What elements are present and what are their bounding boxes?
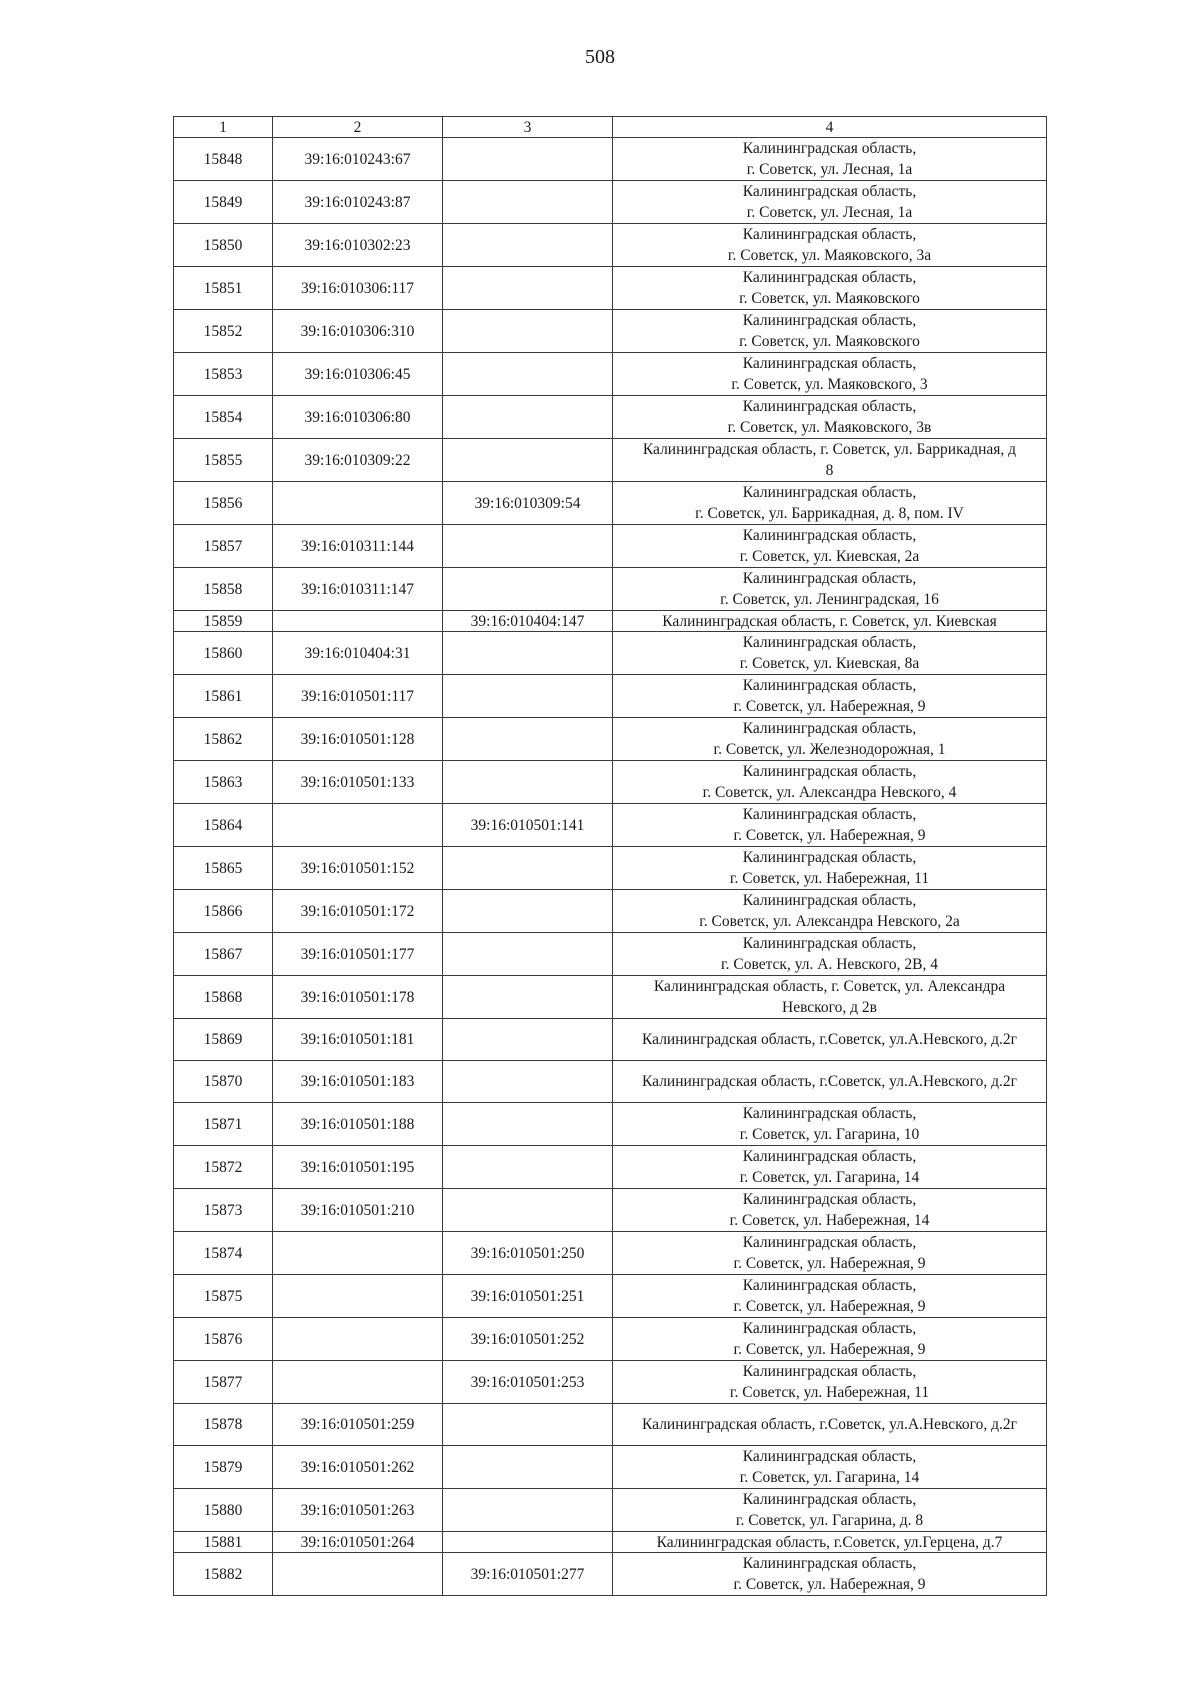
address-line: 8 [825,462,834,479]
table-row [174,1232,1047,1275]
cadastral-number-cell: 39:16:010243:87 [273,181,443,224]
row-number-cell: 15859 [174,611,273,632]
cadastral-number-cell: 39:16:010501:177 [273,933,443,976]
table-row [174,267,1047,310]
table-row [174,1318,1047,1361]
table-row [174,482,1047,525]
cadastral-number-cell: 39:16:010501:263 [273,1489,443,1532]
address-line: г. Советск, ул. Набережная, 9 [733,1341,926,1358]
cadastral-number-alt-cell [443,1061,613,1103]
address-line: Калининградская область, [742,1277,917,1294]
address-cell [613,1232,1047,1275]
row-number-cell: 15857 [174,525,273,568]
row-number-cell: 15862 [174,718,273,761]
address-cell [613,1361,1047,1404]
column-header: 4 [613,117,1047,138]
cadastral-number-alt-cell [443,1189,613,1232]
cadastral-number-alt-cell [443,267,613,310]
cadastral-number-alt-cell [443,976,613,1019]
address-cell [613,482,1047,525]
address-line: Калининградская область, [742,183,917,200]
address-line: Калининградская область, [742,1448,917,1465]
address-cell [613,267,1047,310]
table-row [174,525,1047,568]
address-cell [613,1404,1047,1446]
address-line: Калининградская область, г.Советск, ул.А.Невского, д.2г [642,1073,1017,1090]
cadastral-number-cell [273,482,443,525]
table-row [174,138,1047,181]
address-line: Калининградская область, г. Советск, ул. Киевская [662,612,997,630]
cadastral-number-alt-cell [443,632,613,675]
address-cell [613,1061,1047,1103]
cadastral-number-alt-cell: 39:16:010501:253 [443,1361,613,1404]
cadastral-number-alt-cell [443,138,613,181]
row-number-cell: 15855 [174,439,273,482]
address-line: г. Советск, ул. Маяковского [739,290,920,307]
address-line: г. Советск, ул. Набережная, 9 [733,1255,926,1272]
address-cell [613,1446,1047,1489]
address-cell [613,1103,1047,1146]
address-cell [613,1532,1047,1553]
cadastral-number-alt-cell [443,396,613,439]
cadastral-number-cell: 39:16:010501:264 [273,1532,443,1553]
cadastral-number-cell: 39:16:010309:22 [273,439,443,482]
address-cell [613,1019,1047,1061]
address-line: Калининградская область, [742,892,917,909]
table-row [174,804,1047,847]
row-number-cell: 15867 [174,933,273,976]
address-line: г. Советск, ул. Ленинградская, 16 [720,591,939,608]
address-line: Калининградская область, [742,677,917,694]
address-line: Калининградская область, [742,1491,917,1508]
address-cell [613,353,1047,396]
cadastral-number-alt-cell [443,847,613,890]
address-cell [613,933,1047,976]
address-line: Калининградская область, г.Советск, ул.А.Невского, д.2г [642,1416,1017,1433]
cadastral-number-cell: 39:16:010302:23 [273,224,443,267]
address-cell [613,181,1047,224]
address-line: г. Советск, ул. Александра Невского, 4 [702,784,957,801]
row-number-cell: 15858 [174,568,273,611]
table-row [174,890,1047,933]
row-number-cell: 15849 [174,181,273,224]
table-row [174,310,1047,353]
address-line: Калининградская область, [742,1148,917,1165]
row-number-cell: 15864 [174,804,273,847]
address-cell [613,525,1047,568]
row-number-cell: 15879 [174,1446,273,1489]
table-header-row [174,117,1047,138]
address-line: г. Советск, ул. Лесная, 1а [746,204,913,221]
table-row [174,1446,1047,1489]
address-line: Калининградская область, [742,1555,917,1572]
cadastral-number-cell [273,1318,443,1361]
address-line: Калининградская область, [742,935,917,952]
table-row [174,1019,1047,1061]
cadastral-number-alt-cell [443,1532,613,1553]
address-line: г. Советск, ул. Александра Невского, 2а [699,913,960,930]
address-line: г. Советск, ул. Маяковского, 3в [727,419,932,436]
cadastral-number-alt-cell: 39:16:010501:252 [443,1318,613,1361]
address-line: г. Советск, ул. Баррикадная, д. 8, пом. IV [695,505,964,522]
address-cell [613,396,1047,439]
cadastral-number-cell: 39:16:010404:31 [273,632,443,675]
address-cell [613,1489,1047,1532]
row-number-cell: 15865 [174,847,273,890]
column-header: 3 [443,117,613,138]
address-line: г. Советск, ул. Набережная, 11 [729,870,930,887]
address-line: г. Советск, ул. Маяковского, 3а [727,247,932,264]
cadastral-number-cell: 39:16:010501:152 [273,847,443,890]
cadastral-number-alt-cell [443,761,613,804]
cadastral-number-alt-cell [443,1489,613,1532]
table-row [174,761,1047,804]
cadastral-number-cell: 39:16:010306:80 [273,396,443,439]
table-row [174,1189,1047,1232]
row-number-cell: 15856 [174,482,273,525]
address-cell [613,804,1047,847]
address-cell [613,439,1047,482]
address-line: Калининградская область, г.Советск, ул.А.Невского, д.2г [642,1031,1017,1048]
table-row [174,718,1047,761]
cadastral-number-alt-cell [443,525,613,568]
address-cell [613,224,1047,267]
table-row [174,976,1047,1019]
address-cell [613,847,1047,890]
cadastral-number-cell: 39:16:010501:195 [273,1146,443,1189]
cadastral-number-alt-cell [443,933,613,976]
table-row [174,611,1047,632]
cadastral-number-cell: 39:16:010501:210 [273,1189,443,1232]
address-cell [613,1553,1047,1596]
address-cell [613,675,1047,718]
address-cell [613,1318,1047,1361]
address-line: Калининградская область, [742,806,917,823]
address-cell [613,611,1047,632]
row-number-cell: 15878 [174,1404,273,1446]
row-number-cell: 15869 [174,1019,273,1061]
address-line: Калининградская область, [742,1320,917,1337]
cadastral-number-alt-cell: 39:16:010309:54 [443,482,613,525]
address-line: Калининградская область, [742,484,917,501]
cadastral-number-cell: 39:16:010501:188 [273,1103,443,1146]
row-number-cell: 15860 [174,632,273,675]
table-row [174,1532,1047,1553]
address-cell [613,718,1047,761]
cadastral-number-cell: 39:16:010501:181 [273,1019,443,1061]
row-number-cell: 15868 [174,976,273,1019]
cadastral-number-cell: 39:16:010306:117 [273,267,443,310]
cadastral-number-cell: 39:16:010501:128 [273,718,443,761]
address-line: г. Советск, ул. Лесная, 1а [746,161,913,178]
address-cell [613,310,1047,353]
cadastral-number-alt-cell [443,181,613,224]
table-row [174,1061,1047,1103]
cadastral-number-cell: 39:16:010306:310 [273,310,443,353]
address-line: Калининградская область, [742,1234,917,1251]
address-line: г. Советск, ул. Набережная, 9 [733,698,926,715]
address-line: Невского, д 2в [782,999,877,1016]
cadastral-number-alt-cell [443,439,613,482]
address-line: Калининградская область, [742,849,917,866]
cadastral-number-cell: 39:16:010501:262 [273,1446,443,1489]
address-cell [613,761,1047,804]
row-number-cell: 15872 [174,1146,273,1189]
address-line: Калининградская область, [742,398,917,415]
table-row [174,1146,1047,1189]
table-row [174,181,1047,224]
cadastral-number-cell: 39:16:010501:133 [273,761,443,804]
address-line: г. Советск, ул. Гагарина, 14 [739,1169,920,1186]
address-line: г. Советск, ул. Киевская, 2а [739,548,920,565]
table-row [174,675,1047,718]
row-number-cell: 15873 [174,1189,273,1232]
cadastral-number-alt-cell [443,224,613,267]
address-line: Калининградская область, [742,527,917,544]
cadastral-number-cell [273,804,443,847]
address-line: г. Советск, ул. Набережная, 11 [729,1384,930,1401]
cadastral-number-cell: 39:16:010501:183 [273,1061,443,1103]
table-row [174,1361,1047,1404]
cadastral-number-cell [273,1553,443,1596]
table-row [174,1404,1047,1446]
table-row [174,396,1047,439]
address-line: г. Советск, ул. Железнодорожная, 1 [713,741,946,758]
table-row [174,353,1047,396]
row-number-cell: 15861 [174,675,273,718]
address-line: Калининградская область, [742,312,917,329]
row-number-cell: 15852 [174,310,273,353]
row-number-cell: 15850 [174,224,273,267]
cadastral-number-cell [273,1361,443,1404]
row-number-cell: 15866 [174,890,273,933]
cadastral-number-alt-cell [443,353,613,396]
address-line: Калининградская область, г. Советск, ул. Александра [653,978,1006,995]
table-row [174,439,1047,482]
address-line: Калининградская область, [742,763,917,780]
address-line: г. Советск, ул. Гагарина, 14 [739,1469,920,1486]
row-number-cell: 15877 [174,1361,273,1404]
table-row [174,1553,1047,1596]
address-line: Калининградская область, г. Советск, ул. Баррикадная, д [642,441,1017,458]
cadastral-number-alt-cell [443,1103,613,1146]
address-line: г. Советск, ул. Гагарина, д. 8 [735,1512,924,1529]
table-row [174,1103,1047,1146]
cadastral-number-alt-cell [443,310,613,353]
column-header: 2 [273,117,443,138]
table-row [174,568,1047,611]
cadastral-number-alt-cell [443,568,613,611]
address-line: г. Советск, ул. Маяковского [739,333,920,350]
page-number: 508 [585,46,615,68]
address-line: Калининградская область, [742,226,917,243]
address-line: Калининградская область, [742,1105,917,1122]
row-number-cell: 15875 [174,1275,273,1318]
address-cell [613,976,1047,1019]
cadastral-number-alt-cell: 39:16:010501:141 [443,804,613,847]
address-cell [613,890,1047,933]
address-line: Калининградская область, [742,570,917,587]
address-cell [613,1146,1047,1189]
cadastral-number-cell: 39:16:010501:259 [273,1404,443,1446]
cadastral-number-cell [273,1275,443,1318]
cadastral-number-alt-cell [443,1446,613,1489]
address-line: г. Советск, ул. Киевская, 8а [739,655,920,672]
registry-table-body [174,117,1047,1596]
row-number-cell: 15876 [174,1318,273,1361]
address-line: Калининградская область, [742,269,917,286]
cadastral-number-cell: 39:16:010501:172 [273,890,443,933]
address-line: г. Советск, ул. Набережная, 14 [729,1212,930,1229]
address-cell [613,138,1047,181]
registry-table [173,116,1047,1596]
address-line: г. Советск, ул. А. Невского, 2В, 4 [721,956,938,973]
address-line: Калининградская область, [742,355,917,372]
table-row [174,847,1047,890]
row-number-cell: 15853 [174,353,273,396]
address-cell [613,1189,1047,1232]
cadastral-number-alt-cell [443,718,613,761]
cadastral-number-cell: 39:16:010501:178 [273,976,443,1019]
cadastral-number-cell [273,611,443,632]
cadastral-number-alt-cell [443,1019,613,1061]
address-line: г. Советск, ул. Набережная, 9 [733,1298,926,1315]
address-line: Калининградская область, [742,140,917,157]
cadastral-number-alt-cell [443,1146,613,1189]
row-number-cell: 15851 [174,267,273,310]
cadastral-number-cell: 39:16:010501:117 [273,675,443,718]
table-row [174,632,1047,675]
address-cell [613,632,1047,675]
row-number-cell: 15880 [174,1489,273,1532]
row-number-cell: 15848 [174,138,273,181]
cadastral-number-cell: 39:16:010243:67 [273,138,443,181]
address-line: г. Советск, ул. Гагарина, 10 [739,1126,920,1143]
row-number-cell: 15882 [174,1553,273,1596]
address-line: г. Советск, ул. Набережная, 9 [733,1576,926,1593]
address-cell [613,568,1047,611]
row-number-cell: 15871 [174,1103,273,1146]
row-number-cell: 15870 [174,1061,273,1103]
cadastral-number-alt-cell [443,890,613,933]
cadastral-number-cell [273,1232,443,1275]
table-row [174,933,1047,976]
address-line: Калининградская область, г.Советск, ул.Герцена, д.7 [656,1533,1003,1551]
address-line: г. Советск, ул. Набережная, 9 [733,827,926,844]
table-row [174,1275,1047,1318]
cadastral-number-alt-cell: 39:16:010501:277 [443,1553,613,1596]
cadastral-number-alt-cell [443,1404,613,1446]
table-row [174,224,1047,267]
cadastral-number-cell: 39:16:010311:147 [273,568,443,611]
address-line: Калининградская область, [742,720,917,737]
table-row [174,1489,1047,1532]
address-line: г. Советск, ул. Маяковского, 3 [731,376,928,393]
address-cell [613,1275,1047,1318]
cadastral-number-cell: 39:16:010311:144 [273,525,443,568]
row-number-cell: 15854 [174,396,273,439]
row-number-cell: 15874 [174,1232,273,1275]
cadastral-number-alt-cell: 39:16:010501:251 [443,1275,613,1318]
cadastral-number-alt-cell: 39:16:010501:250 [443,1232,613,1275]
address-line: Калининградская область, [742,1363,917,1380]
row-number-cell: 15863 [174,761,273,804]
cadastral-number-alt-cell [443,675,613,718]
address-line: Калининградская область, [742,1191,917,1208]
row-number-cell: 15881 [174,1532,273,1553]
cadastral-number-cell: 39:16:010306:45 [273,353,443,396]
cadastral-number-alt-cell: 39:16:010404:147 [443,611,613,632]
address-line: Калининградская область, [742,634,917,651]
column-header: 1 [174,117,273,138]
